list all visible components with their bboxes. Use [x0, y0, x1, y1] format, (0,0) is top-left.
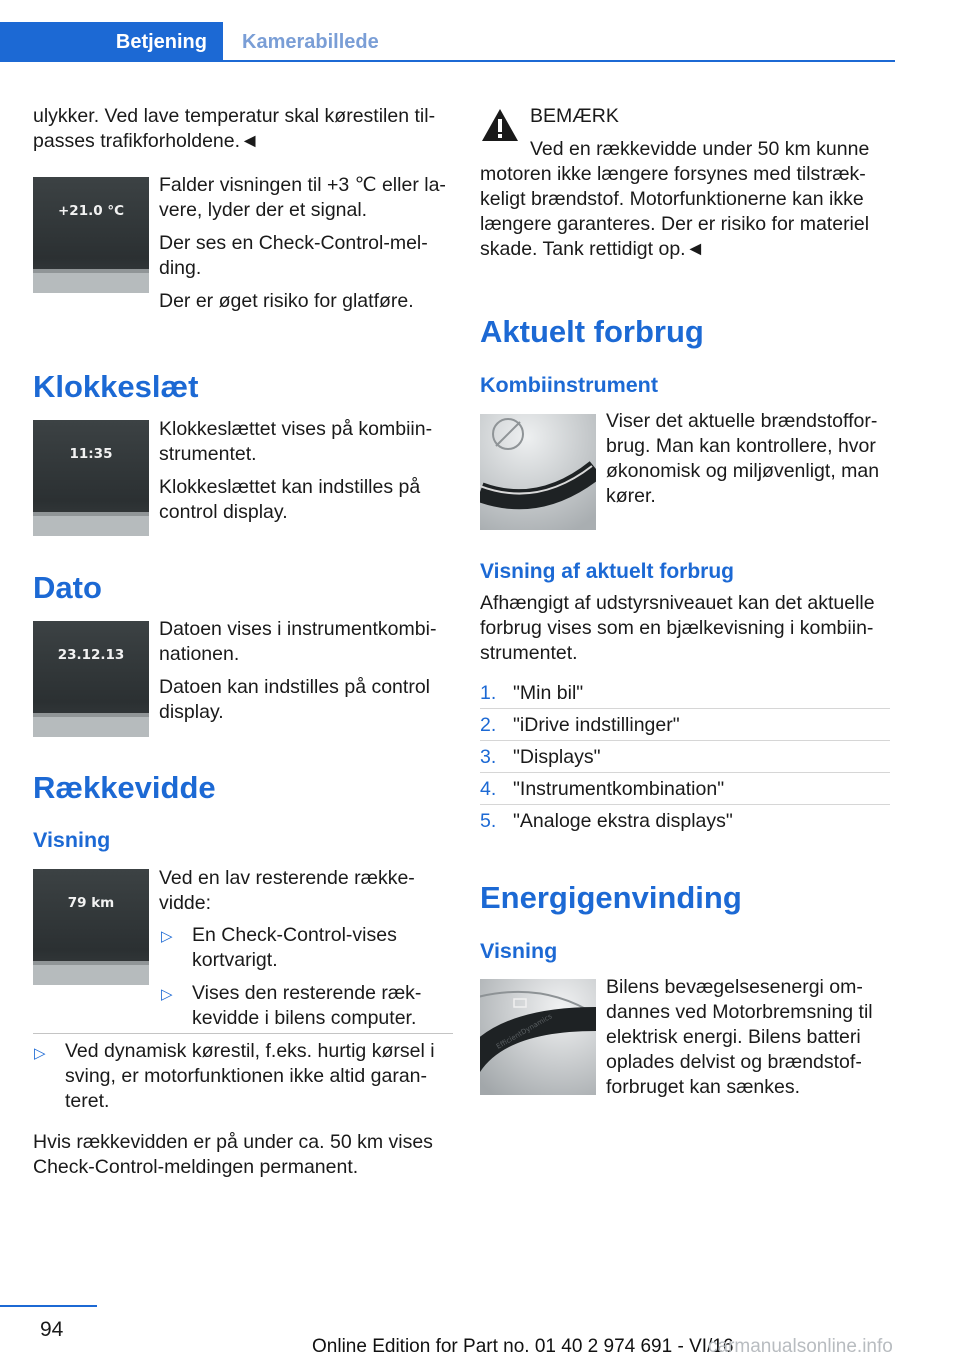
temperature-display-image: [33, 177, 149, 293]
energy-subheading: Visning: [480, 939, 558, 963]
notice-text-first: Ved en rækkevidde under 50 km kunne: [530, 138, 870, 160]
footer-rule: [0, 1305, 97, 1307]
edition-text: Online Edition for Part no. 01 40 2 974 691 - VI/16: [312, 1336, 734, 1357]
intro-line-1: ulykker. Ved lave temperatur skal kørestilen til‐: [33, 105, 436, 127]
clock-display-value: 11:35: [69, 446, 113, 462]
range-display-image: [33, 869, 149, 985]
range-bullet-2: Vises den resterende ræk‐kevidde i bilens computer.: [192, 982, 422, 1029]
intro-line-2: passes trafikforholdene.◄: [33, 130, 260, 152]
step-text-1: "Min bil": [513, 682, 584, 704]
range-bullet-wide: Ved dynamisk kørestil, f.eks. hurtig kørsel i sving, er motorfunktionen ikke altid garan‐teret.: [65, 1040, 435, 1112]
temperature-display-value: +21.0 °C: [58, 203, 124, 219]
tab-betjening[interactable]: Betjening: [0, 22, 223, 62]
range-intro: Ved en lav resterende række‐vidde:: [159, 867, 415, 914]
temperature-para-2: Der ses en Check-Control-mel‐ding.: [159, 232, 428, 279]
energy-heading: Energigenvinding: [480, 880, 742, 915]
date-para-2: Datoen kan indstilles på control display.: [159, 676, 430, 723]
temperature-para-3: Der er øget risiko for glatføre.: [159, 290, 414, 312]
kombi-para: Viser det aktuelle brændstoffor‐brug. Man kan kontrollere, hvor økonomisk og miljøvenligt, man kører.: [606, 410, 880, 507]
tab-kamerabillede[interactable]: Kamerabillede: [242, 31, 379, 53]
bullet-divider: [33, 1033, 453, 1034]
clock-text: [159, 417, 449, 533]
efficient-dynamics-label: EfficientDynamics: [495, 1012, 554, 1051]
consumption-gauge-image: [480, 414, 596, 530]
header-rule: [0, 60, 895, 62]
step-text-4: "Instrumentkombination": [513, 778, 725, 800]
display-base: [33, 516, 149, 536]
date-display-value: 23.12.13: [57, 647, 125, 663]
notice-text-rest: motoren ikke længere forsynes med tilstræk‐keligt brændstof. Motorfunktionerne kan ikke længere garanteres. Der er risiko for materiel skade. Tank rettidigt op.◄: [480, 163, 870, 260]
warning-icon: [480, 107, 520, 148]
step-text-3: "Displays": [513, 746, 601, 768]
step-number-5: 5.: [480, 810, 497, 832]
bullet-marker: ▷: [161, 928, 173, 945]
step-number-2: 2.: [480, 714, 497, 736]
clock-para-2: Klokkeslættet kan indstilles på control display.: [159, 476, 421, 523]
display-subheading: Visning af aktuelt forbrug: [480, 560, 734, 583]
step-text-5: "Analoge ekstra displays": [513, 810, 733, 832]
page-number: 94: [40, 1318, 64, 1341]
step-number-4: 4.: [480, 778, 497, 800]
temperature-para-1: Falder visningen til +3 ℃ eller la‐vere, lyder der et signal.: [159, 174, 446, 221]
display-base: [33, 717, 149, 737]
step-text-2: "iDrive indstillinger": [513, 714, 680, 736]
bullet-marker: ▷: [161, 986, 173, 1003]
display-para: Afhængigt af udstyrsniveauet kan det aktuelle forbrug vises som en bjælkevisning i kombiin‐strumentet.: [480, 592, 875, 664]
watermark: carmanualsonline.info: [708, 1336, 893, 1357]
step-number-3: 3.: [480, 746, 497, 768]
range-para-2: Hvis rækkevidden er på under ca. 50 km vises Check-Control-meldingen permanent.: [33, 1131, 433, 1178]
step-divider: [480, 740, 890, 741]
bullet-marker: ▷: [34, 1045, 46, 1062]
temperature-text: [159, 173, 449, 322]
range-subheading: Visning: [33, 828, 111, 852]
display-base: [33, 965, 149, 985]
clock-para-1: Klokkeslættet vises på kombiin‐strumentet.: [159, 418, 433, 465]
date-display-image: [33, 621, 149, 737]
step-divider: [480, 708, 890, 709]
date-heading: Dato: [33, 570, 102, 605]
range-bullet-1: En Check-Control-vises kortvarigt.: [192, 924, 397, 971]
consumption-heading: Aktuelt forbrug: [480, 314, 704, 349]
range-display-value: 79 km: [67, 895, 115, 911]
display-base: [33, 273, 149, 293]
notice-title: BEMÆRK: [530, 105, 619, 127]
clock-heading: Klokkeslæt: [33, 369, 199, 404]
date-text: [159, 617, 449, 733]
energy-para: Bilens bevægelsesenergi om‐dannes ved Motorbremsning til elektrisk energi. Bilens batteri oplades delvist og brændstof‐forbruget kan sænkes.: [606, 976, 873, 1098]
date-para-1: Datoen vises i instrumentkombi‐nationen.: [159, 618, 437, 665]
step-divider: [480, 772, 890, 773]
step-divider: [480, 804, 890, 805]
kombi-subheading: Kombiinstrument: [480, 373, 658, 397]
clock-display-image: [33, 420, 149, 536]
energy-gauge-image: [480, 979, 596, 1095]
step-number-1: 1.: [480, 682, 497, 704]
range-heading: Rækkevidde: [33, 770, 216, 805]
